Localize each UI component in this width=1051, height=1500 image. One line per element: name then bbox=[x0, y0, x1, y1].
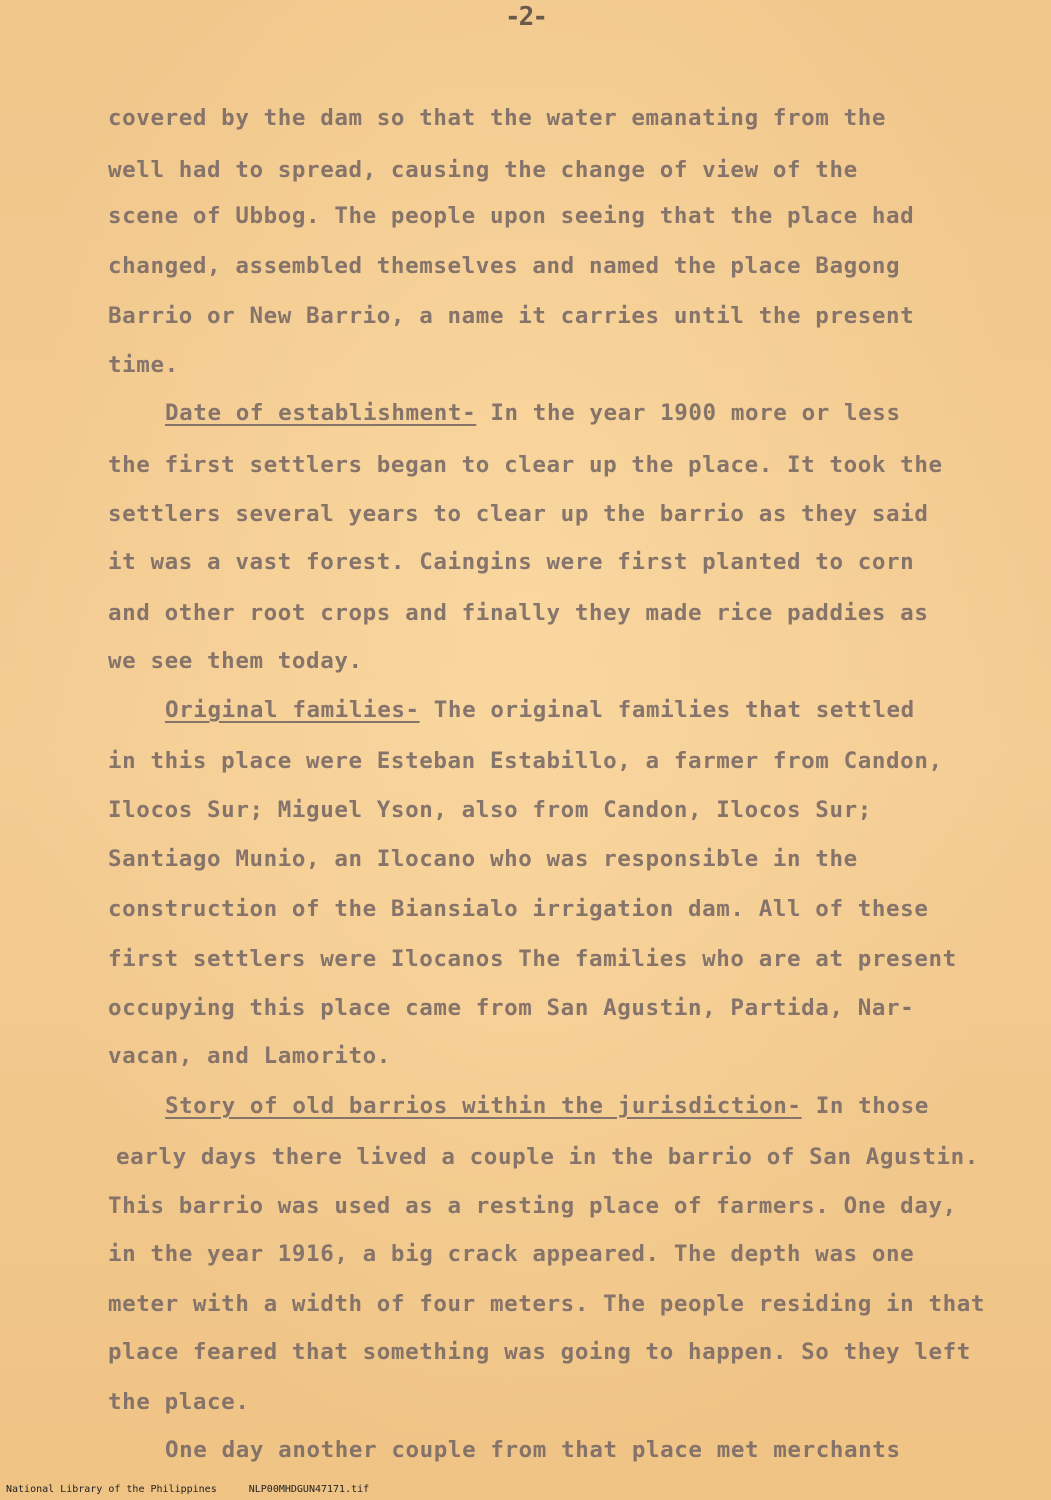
text-line: construction of the Biansialo irrigation dam. All of these bbox=[108, 896, 929, 922]
text-line: Story of old barrios within the jurisdiction- In those bbox=[165, 1093, 929, 1119]
scan-footer bbox=[6, 1484, 395, 1495]
text-line: early days there lived a couple in the barrio of San Agustin. bbox=[116, 1144, 979, 1170]
text-line: Date of establishment- In the year 1900 more or less bbox=[165, 400, 901, 426]
text-line: the place. bbox=[108, 1389, 250, 1415]
text-line: Ilocos Sur; Miguel Yson, also from Candon, Ilocos Sur; bbox=[108, 797, 872, 823]
text-line: occupying this place came from San Agustin, Partida, Nar- bbox=[108, 995, 915, 1021]
section-heading: Original families- bbox=[165, 697, 420, 723]
text-line: covered by the dam so that the water emanating from the bbox=[108, 105, 887, 131]
footer-library: National Library of the Philippines bbox=[6, 1484, 217, 1495]
text-line: we see them today. bbox=[108, 648, 363, 674]
text-line: place feared that something was going to happen. So they left bbox=[108, 1339, 971, 1365]
section-heading: Date of establishment- bbox=[165, 400, 477, 426]
text-line: time. bbox=[108, 352, 179, 378]
text-line: it was a vast forest. Caingins were first planted to corn bbox=[108, 549, 915, 575]
text-line: settlers several years to clear up the barrio as they said bbox=[108, 501, 929, 527]
text-line: One day another couple from that place met merchants bbox=[165, 1437, 901, 1463]
text-line: and other root crops and finally they made rice paddies as bbox=[108, 600, 929, 626]
section-heading: Story of old barrios within the jurisdiction- bbox=[165, 1093, 802, 1119]
text-line: first settlers were Ilocanos The families who are at present bbox=[108, 946, 957, 972]
text-line: vacan, and Lamorito. bbox=[108, 1043, 391, 1069]
text-line: changed, assembled themselves and named the place Bagong bbox=[108, 253, 901, 279]
footer-filename: NLP00MHDGUN47171.tif bbox=[248, 1484, 370, 1495]
text-line: Barrio or New Barrio, a name it carries until the present bbox=[108, 303, 915, 329]
text-line: scene of Ubbog. The people upon seeing that the place had bbox=[108, 203, 915, 229]
text-line: well had to spread, causing the change of view of the bbox=[108, 157, 858, 183]
text-line: the first settlers began to clear up the place. It took the bbox=[108, 452, 943, 478]
text-line: in the year 1916, a big crack appeared. The depth was one bbox=[108, 1241, 915, 1267]
text-line: This barrio was used as a resting place of farmers. One day, bbox=[108, 1193, 957, 1219]
text-line: Santiago Munio, an Ilocano who was responsible in the bbox=[108, 846, 858, 872]
text-line: Original families- The original families that settled bbox=[165, 697, 915, 723]
page-number: -2- bbox=[505, 2, 546, 32]
text-line: in this place were Esteban Estabillo, a farmer from Candon, bbox=[108, 748, 943, 774]
text-line: meter with a width of four meters. The people residing in that bbox=[108, 1291, 986, 1317]
